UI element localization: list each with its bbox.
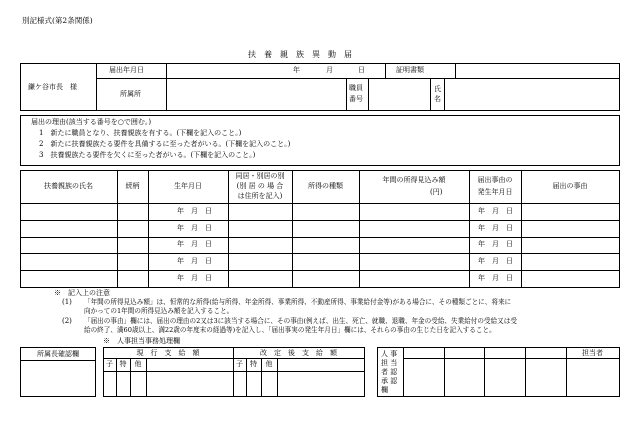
- hr-label-1: 人 事: [381, 350, 398, 358]
- person-in-charge-label: 担当者: [582, 349, 603, 357]
- col-relation: 続柄: [125, 182, 140, 190]
- dept-field[interactable]: [168, 80, 344, 108]
- col-name: 扶養親族の氏名: [44, 182, 93, 190]
- date-year: 年: [293, 66, 300, 74]
- hr-label-5: 欄: [381, 386, 388, 394]
- hr-label-2: 担 当: [381, 359, 398, 367]
- row-5-birth[interactable]: 年 月 日: [177, 274, 212, 282]
- staff-no-label-1: 職員: [349, 84, 363, 92]
- chief-confirm-field[interactable]: [22, 362, 94, 394]
- row-4-occurrence[interactable]: 年 月 日: [478, 257, 513, 265]
- current-amount-label: 現 行 支 給 額: [136, 349, 200, 357]
- reason-item-2[interactable]: 2 新たに扶養親族たる要件を具備するに至った者がいる。(下欄を記入のこと。): [39, 140, 291, 148]
- notes-heading: ※ 記入上の注意: [54, 289, 110, 297]
- cert-label: 証明書類: [396, 66, 424, 74]
- current-col-other: 他: [134, 360, 142, 368]
- hr-label-3: 者 認: [381, 368, 398, 376]
- form-title: 扶 養 親 族 異 動 届: [248, 50, 352, 59]
- col-income-est-2: (円): [430, 188, 443, 196]
- current-col-special: 特: [119, 360, 127, 368]
- recipient: 鎌ケ谷市長 様: [28, 83, 77, 91]
- col-income-type: 所得の種類: [308, 182, 343, 190]
- note-1-line-2: 向かっての1年間の所得見込み額を記入すること。: [84, 307, 234, 315]
- hr-label-4: 承 認: [381, 377, 398, 385]
- reason-item-1[interactable]: 1 新たに職員となり、扶養親族を有する。(下欄を記入のこと。): [39, 129, 242, 137]
- col-cohabit-1: 同居・別居の別: [235, 172, 285, 180]
- date-field[interactable]: [185, 66, 375, 76]
- row-3-occurrence[interactable]: 年 月 日: [478, 240, 513, 248]
- row-2-birth[interactable]: 年 月 日: [177, 224, 212, 232]
- col-income-est-1: 年間の所得見込み額: [382, 176, 446, 184]
- name-field[interactable]: [446, 80, 617, 108]
- date-month: 月: [326, 66, 333, 74]
- col-reason: 届出の事由: [552, 182, 588, 190]
- dept-label: 所属所: [120, 90, 141, 98]
- date-day: 日: [358, 66, 365, 74]
- date-label: 届出年月日: [109, 66, 144, 74]
- row-3-birth[interactable]: 年 月 日: [177, 240, 212, 248]
- revised-col-special: 特: [250, 360, 257, 368]
- staff-no-field[interactable]: [370, 80, 428, 108]
- revised-amount-label: 改 定 後 支 給 額: [260, 349, 337, 357]
- form-id: 別記様式(第2条関係): [22, 16, 93, 25]
- row-2-occurrence[interactable]: 年 月 日: [478, 224, 513, 232]
- revised-col-other: 他: [265, 360, 273, 368]
- name-label-2: 名: [434, 95, 441, 103]
- reason-item-3[interactable]: 3 扶養親族たる要件を欠くに至った者がいる。(下欄を記入のこと。): [39, 151, 256, 159]
- current-col-child: 子: [106, 360, 113, 368]
- col-occurrence-1: 届出事由の: [477, 176, 513, 184]
- row-1-occurrence[interactable]: 年 月 日: [478, 207, 513, 215]
- office-heading: ※ 人事担当事務処理欄: [103, 337, 180, 345]
- note-2-line-1: 「届出の事由」欄には、届出の理由の2又は3に該当する場合に、その事由(例えば、出生、死亡、就職、退職、年金の受給、失業給付の受給又は受: [84, 317, 517, 325]
- note-1-mark: (1): [62, 298, 72, 306]
- cert-field[interactable]: [457, 65, 617, 76]
- col-birth: 生年月日: [174, 182, 202, 190]
- col-cohabit-2: (別 居 の 場 合: [236, 182, 284, 190]
- row-1-birth[interactable]: 年 月 日: [177, 207, 212, 215]
- note-1-line-1: 「年間の所得見込み額」は、恒常的な所得(給与所得、年金所得、事業所得、不動産所得、事業給付金等)がある場合に、その種類ごとに、将来に: [84, 298, 512, 306]
- col-cohabit-3: は住所を記入): [237, 192, 283, 200]
- chief-confirm-label: 所属長確認欄: [37, 350, 79, 358]
- col-occurrence-2: 発生年月日: [477, 188, 513, 196]
- name-label-1: 氏: [434, 85, 441, 93]
- note-2-mark: (2): [62, 317, 72, 325]
- revised-col-child: 子: [236, 360, 243, 368]
- note-2-line-2: 給の終了、満60歳以上、満22歳の年度末の経過等)を記入し、「届出事実の発生年月日」欄には、それらの事由の生じた日を記入すること。: [84, 326, 496, 334]
- row-4-birth[interactable]: 年 月 日: [177, 257, 212, 265]
- row-5-occurrence[interactable]: 年 月 日: [478, 274, 513, 282]
- reasons-heading: 届出の理由(該当する番号を○で囲む。): [31, 118, 152, 126]
- staff-no-label-2: 番号: [349, 95, 363, 103]
